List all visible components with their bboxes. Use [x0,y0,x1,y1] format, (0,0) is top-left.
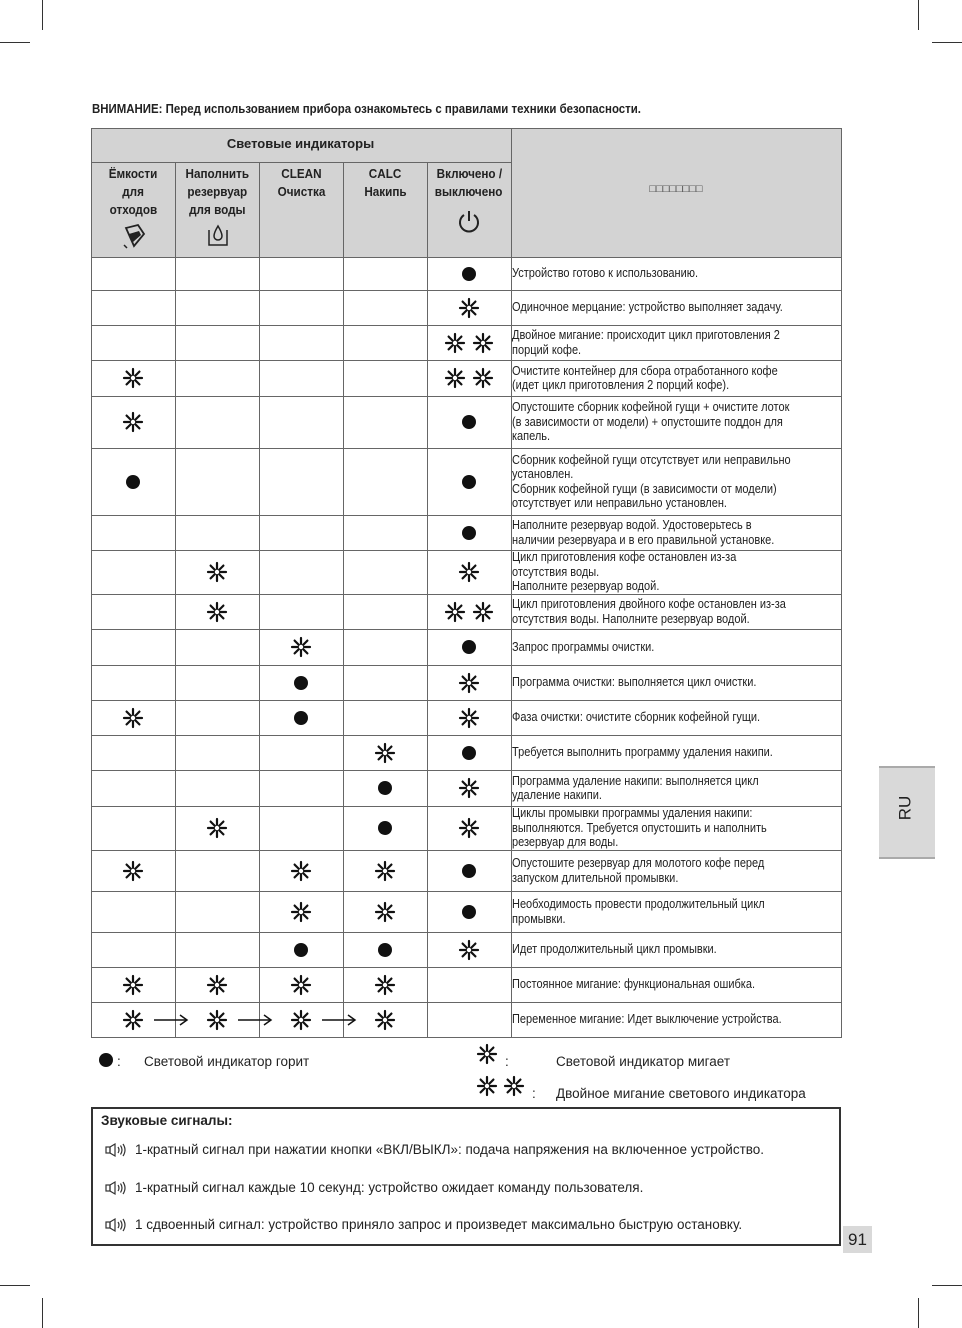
row-description [512,550,804,594]
crop-mark [932,42,962,43]
sound-signal-item: 1-кратный сигнал при нажатии кнопки «ВКЛ/ВЫКЛ»: подача напряжения на включенное устройство. [105,1142,764,1158]
column-header-calc: CALC Накипь [363,166,407,199]
description-header: □□□□□□□□ [649,183,703,195]
blink-indicator-icon [122,974,144,996]
crop-mark [918,1298,919,1328]
water-drop-icon [206,222,230,248]
legend-on-text: Световой индикатор горит [144,1054,310,1069]
blink-indicator-icon [472,367,494,389]
description-line: удаление накипи. [512,788,602,802]
steady-indicator-dot [294,943,308,957]
indicator-table [91,128,841,1038]
grid-line [841,128,842,1038]
grid-line [91,515,842,516]
description-line: Сборник кофейной гущи (в зависимости от модели) [512,481,777,496]
blink-indicator-icon [374,742,396,764]
power-icon [456,209,482,235]
description-line: Фаза очистки: очистите сборник кофейной гущи. [512,710,761,725]
description-line: Очистите контейнер для сбора отработанного кофе [512,363,778,378]
steady-indicator-dot [462,746,476,760]
description-line: Запрос программы очистки. [512,639,655,654]
description-line: Цикл приготовления двойного кофе остановлен из-за [512,597,786,611]
blink-indicator-icon [122,411,144,433]
legend-blink-colon: : [505,1054,509,1069]
description-line: запуском длительной промывки. [512,870,679,885]
speaker-icon [105,1142,127,1158]
grid-line [91,735,842,736]
blink-indicator-icon [458,561,480,583]
blink-indicator-icon [458,707,480,729]
row-description [512,1012,804,1027]
steady-indicator-dot [378,781,392,795]
blink-indicator-icon [472,332,494,354]
blink-indicator-icon [290,1009,312,1031]
blink-indicator-icon [290,974,312,996]
steady-indicator-dot [378,821,392,835]
grid-line [91,1037,842,1038]
steady-indicator-dot [378,943,392,957]
legend-on-colon: : [117,1054,121,1069]
grid-line [91,162,512,163]
row-description [512,364,804,393]
crop-mark [42,0,43,30]
grid-line [343,162,344,1038]
row-description [512,942,804,957]
grid-line [427,162,428,1038]
blink-indicator-icon [290,860,312,882]
description-line: отсутствия воды. Наполните резервуар водой. [512,611,750,626]
row-description [512,745,804,760]
blink-indicator-icon [458,672,480,694]
description-line: Наполните резервуар водой. [512,579,660,594]
grid-line [91,325,842,326]
column-header-waste: Ёмкости для отходов [108,166,158,217]
steady-indicator-dot [462,864,476,878]
sound-signals-box [91,1107,841,1246]
grid-line [91,290,842,291]
crop-mark [0,1285,30,1286]
speaker-icon [105,1217,127,1233]
grid-line [91,594,842,595]
row-description [512,266,804,281]
blink-indicator-icon [122,1009,144,1031]
grid-line [91,700,842,701]
description-line: порций кофе. [512,342,582,357]
description-line: Устройство готово к использованию. [512,266,699,281]
grid-line [91,1002,842,1003]
grid-line [91,629,842,630]
grid-line [91,891,842,892]
description-line: наличии резервуара и в его правильной установке. [512,532,775,547]
description-line: капель. [512,429,551,444]
description-line: Программа очистки: выполняется цикл очистки. [512,675,757,690]
description-line: Идет продолжительный цикл промывки. [512,942,717,957]
description-line: Требуется выполнить программу удаления накипи. [512,745,773,760]
row-description [512,710,804,725]
language-tab: RU [879,766,935,859]
indicators-header: Световые индикаторы [226,136,375,151]
legend-double-icon-2 [503,1075,525,1097]
row-description [512,453,804,511]
column-header-water: Наполнить резервуар для воды [185,166,249,217]
legend-double-colon: : [532,1086,536,1101]
description-line: Переменное мигание: Идет выключение устройства. [512,1012,782,1027]
grid-line [91,770,842,771]
grid-line [91,850,842,851]
steady-indicator-dot [462,267,476,281]
blink-indicator-icon [374,860,396,882]
row-description [512,400,804,444]
blink-indicator-icon [458,817,480,839]
description-line: Сборник кофейной гущи отсутствует или неправильно [512,452,791,467]
sound-signal-item: 1 сдвоенный сигнал: устройство приняло запрос и произведет максимально быструю остановку. [105,1217,742,1233]
grid-line [91,360,842,361]
steady-indicator-dot [294,711,308,725]
blink-indicator-icon [458,939,480,961]
sound-signals-title: Звуковые сигналы: [101,1113,233,1128]
description-line: Циклы промывки программы удаления накипи: [512,806,753,821]
blink-indicator-icon [374,1009,396,1031]
description-line: Наполните резервуар водой. Удостоверьтесь в [512,518,752,532]
row-description [512,300,804,315]
grid-line [175,162,176,1038]
grid-line [259,162,260,1038]
legend-on-dot [99,1053,113,1067]
row-description [512,328,804,357]
blink-indicator-icon [206,817,228,839]
sound-signal-item: 1-кратный сигнал каждые 10 секунд: устройство ожидает команду пользователя. [105,1180,643,1196]
description-line: (в зависимости от модели) + опустошите поддон для [512,414,783,429]
row-description [512,897,804,926]
description-line: отсутствует или неправильно установлен. [512,496,727,510]
description-line: выполняются. Требуется опустошить и наполнить [512,820,767,835]
blink-indicator-icon [122,367,144,389]
grounds-container-icon [120,222,148,250]
grid-line [91,932,842,933]
blink-indicator-icon [206,974,228,996]
blink-indicator-icon [444,601,466,623]
blink-indicator-icon [458,297,480,319]
blink-indicator-icon [444,332,466,354]
grid-line [91,448,842,449]
legend-double-text: Двойное мигание светового индикатора [556,1086,806,1101]
blink-indicator-icon [122,860,144,882]
blink-indicator-icon [290,636,312,658]
description-line: резервуар для воды. [512,835,619,850]
blink-indicator-icon [122,707,144,729]
description-line: Опустошите сборник кофейной гущи + очистите лоток [512,400,790,415]
grid-line [91,257,842,258]
speaker-icon [105,1180,127,1196]
blink-indicator-icon [206,561,228,583]
steady-indicator-dot [462,526,476,540]
steady-indicator-dot [462,905,476,919]
blink-indicator-icon [206,1009,228,1031]
description-line: Двойное мигание: происходит цикл приготовления 2 [512,328,780,342]
blink-indicator-icon [374,901,396,923]
safety-warning: ВНИМАНИЕ: Перед использованием прибора ознакомьтесь с правилами техники безопасности. [92,101,641,116]
row-description [512,518,804,547]
description-line: промывки. [512,911,566,926]
sequence-arrow-icon [237,1014,273,1026]
row-description [512,597,804,626]
blink-indicator-icon [458,777,480,799]
grid-line [91,128,842,129]
sequence-arrow-icon [153,1014,189,1026]
grid-line [91,665,842,666]
blink-indicator-icon [290,901,312,923]
column-header-clean: CLEAN Очистка [277,166,325,199]
steady-indicator-dot [462,415,476,429]
description-line: Необходимость провести продолжительный цикл [512,897,765,911]
page-number: 91 [843,1226,872,1253]
row-description [512,675,804,690]
column-header-power: Включено / выключено [435,166,503,199]
blink-indicator-icon [374,974,396,996]
sequence-arrow-icon [321,1014,357,1026]
legend-blink-icon [476,1043,498,1065]
row-description [512,977,804,992]
row-description [512,640,804,655]
description-line: Постоянное мигание: функциональная ошибка. [512,977,756,992]
grid-line [91,128,92,1038]
blink-indicator-icon [206,601,228,623]
crop-mark [918,0,919,30]
row-description [512,774,804,803]
steady-indicator-dot [462,475,476,489]
description-line: Одиночное мерцание: устройство выполняет задачу. [512,300,783,315]
blink-indicator-icon [472,601,494,623]
grid-line [91,396,842,397]
crop-mark [932,1285,962,1286]
description-line: (идет цикл приготовления 2 порций кофе). [512,378,730,392]
grid-line [91,967,842,968]
description-line: Цикл приготовления кофе остановлен из-за [512,550,737,565]
description-line: Программа удаление накипи: выполняется цикл [512,773,759,788]
crop-mark [42,1298,43,1328]
row-description [512,856,804,885]
row-description [512,806,804,850]
steady-indicator-dot [126,475,140,489]
description-line: установлен. [512,467,574,481]
steady-indicator-dot [462,640,476,654]
legend-blink-text: Световой индикатор мигает [556,1054,731,1069]
blink-indicator-icon [444,367,466,389]
legend-double-icon-1 [476,1075,498,1097]
crop-mark [0,42,30,43]
steady-indicator-dot [294,676,308,690]
description-line: Опустошите резервуар для молотого кофе перед [512,856,765,870]
description-line: отсутствия воды. [512,564,600,579]
